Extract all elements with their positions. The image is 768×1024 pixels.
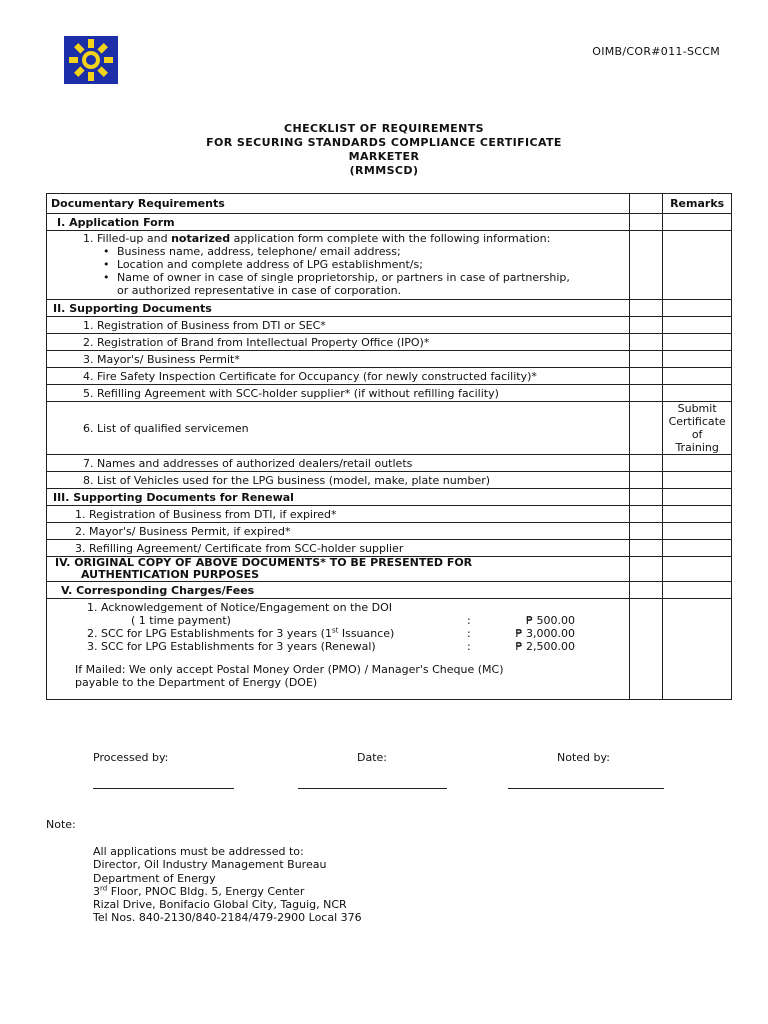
- noted-by-label: Noted by:: [557, 751, 610, 764]
- list-item: • Name of owner in case of single proprietorship, or partners in case of partnership,: [117, 271, 625, 284]
- section-title: V. Corresponding Charges/Fees: [47, 582, 630, 599]
- table-row: 2. Registration of Brand from Intellectual Property Office (IPO)*: [47, 334, 732, 351]
- mailing-address: All applications must be addressed to: Director, Oil Industry Management Bureau Department of Energy 3rd Floor, PNOC Bldg. 5, Energy Center Rizal Drive, Bonifacio Global City, Taguig, NCR Tel Nos. 840-2130/840-2184/479-2900 Local 376: [93, 845, 362, 925]
- title-line-4: (RMMSCD): [349, 164, 419, 177]
- header-check-column: [629, 194, 662, 214]
- note-label: Note:: [46, 818, 76, 831]
- section-title: I. Application Form: [47, 214, 630, 231]
- fee-item: 1. Acknowledgement of Notice/Engagement on the DOI: [87, 601, 392, 614]
- mailing-note: If Mailed: We only accept Postal Money Order (PMO) / Manager's Cheque (MC) payable to the Department of Energy (DOE): [75, 663, 504, 689]
- table-row: 3. Mayor's/ Business Permit*: [47, 351, 732, 368]
- section-charges-fees: [47, 582, 732, 599]
- table-row: [47, 599, 732, 700]
- header-requirements: Documentary Requirements: [47, 194, 630, 214]
- fee-amount: ₱ 3,000.00: [515, 627, 575, 640]
- header-remarks: Remarks: [663, 194, 732, 214]
- section-title: II. Supporting Documents: [47, 300, 630, 317]
- application-form-item: 1. Filled-up and notarized application form complete with the following information: • Business name, address, telephone/ email address; • Location and complete address of LPG establishment/s; • Name of owner in case of single proprietorship, or partners in case of partnership, or authorized representative in case of corporation.: [47, 231, 630, 300]
- section-title: III. Supporting Documents for Renewal: [47, 489, 630, 506]
- table-row: 7. Names and addresses of authorized dealers/retail outlets: [47, 455, 732, 472]
- section-application-form: [47, 214, 732, 231]
- fee-item: ( 1 time payment) : ₱ 500.00: [131, 614, 575, 627]
- table-row: 4. Fire Safety Inspection Certificate for Occupancy (for newly constructed facility)*: [47, 368, 732, 385]
- remark-training-certificate: Submit Certificate of Training: [663, 402, 732, 455]
- title-line-3: MARKETER: [348, 150, 420, 163]
- table-row: 1. Registration of Business from DTI, if expired*: [47, 506, 732, 523]
- table-row: 6. List of qualified servicemen Submit Certificate of Training: [47, 402, 732, 455]
- fee-amount: ₱ 2,500.00: [515, 640, 575, 653]
- title-line-1: CHECKLIST OF REQUIREMENTS: [284, 122, 484, 135]
- section-title: IV. ORIGINAL COPY OF ABOVE DOCUMENTS* TO BE PRESENTED FOR AUTHENTICATION PURPOSES: [47, 557, 630, 582]
- section-renewal-documents: [47, 489, 732, 506]
- processed-by-label: Processed by:: [93, 751, 169, 764]
- list-item: • Location and complete address of LPG establishment/s;: [117, 258, 625, 271]
- fee-item: 2. SCC for LPG Establishments for 3 years (1st Issuance) : ₱ 3,000.00: [87, 626, 575, 640]
- document-reference-code: OIMB/COR#011-SCCM: [592, 45, 720, 58]
- doe-seal-icon: [64, 36, 118, 84]
- section-supporting-documents: [47, 300, 732, 317]
- list-item-continuation: or authorized representative in case of corporation.: [117, 284, 402, 297]
- table-header-row: [47, 194, 732, 214]
- noted-by-signature-line: [508, 788, 664, 789]
- section-original-copies: [47, 557, 732, 582]
- list-item: • Business name, address, telephone/ email address;: [117, 245, 625, 258]
- table-row: 8. List of Vehicles used for the LPG business (model, make, plate number): [47, 472, 732, 489]
- fees-list: [47, 599, 630, 700]
- table-row: 1. Registration of Business from DTI or SEC*: [47, 317, 732, 334]
- title-line-2: FOR SECURING STANDARDS COMPLIANCE CERTIFICATE: [206, 136, 562, 149]
- requirements-table: [46, 193, 732, 700]
- table-row: 5. Refilling Agreement with SCC-holder supplier* (if without refilling facility): [47, 385, 732, 402]
- fee-item: 3. SCC for LPG Establishments for 3 years (Renewal) : ₱ 2,500.00: [87, 640, 575, 653]
- date-label: Date:: [357, 751, 387, 764]
- table-row: 3. Refilling Agreement/ Certificate from SCC-holder supplier: [47, 540, 732, 557]
- fee-amount: ₱ 500.00: [526, 614, 575, 627]
- table-row: 2. Mayor's/ Business Permit, if expired*: [47, 523, 732, 540]
- document-title: [0, 122, 768, 178]
- processed-by-signature-line: [93, 788, 234, 789]
- table-row: [47, 231, 732, 300]
- date-signature-line: [298, 788, 447, 789]
